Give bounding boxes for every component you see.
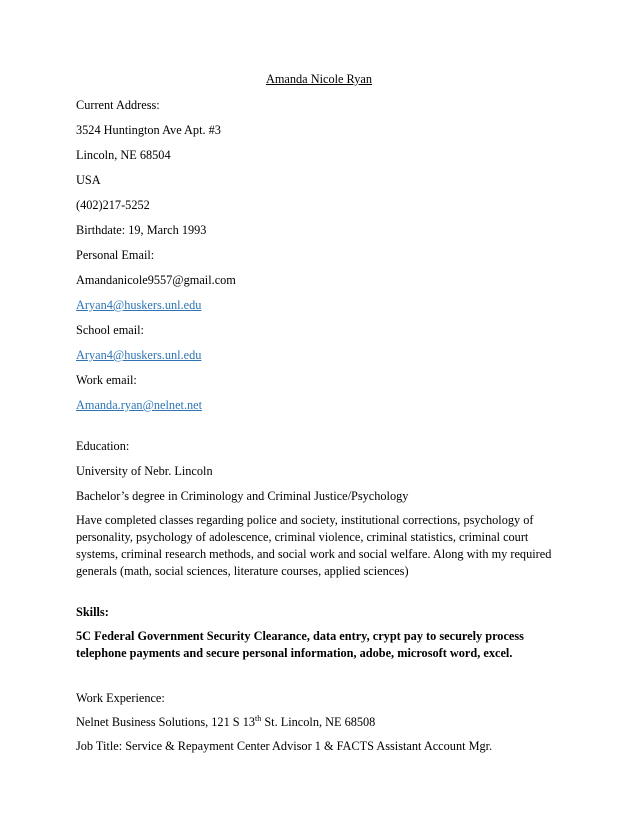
education-description-line: personality, psychology of adolescence, criminal violence, criminal statistics, criminal court [76, 530, 529, 544]
work-email-label: Work email: [76, 373, 137, 387]
education-description-line: generals (math, social sciences, literature courses, applied sciences) [76, 564, 409, 578]
work-email-link[interactable]: Amanda.ryan@nelnet.net [76, 398, 203, 412]
work-employer-prefix: Nelnet Business Solutions, 121 S 13 [76, 715, 256, 729]
city-state-zip: Lincoln, NE 68504 [76, 148, 171, 162]
resume-name-title: Amanda Nicole Ryan [265, 72, 373, 86]
work-employer-superscript: th [255, 714, 262, 723]
school-email-label: School email: [76, 323, 144, 337]
education-description-line: Have completed classes regarding police and society, institutional corrections, psychology of [76, 513, 534, 527]
school-email-link[interactable]: Aryan4@huskers.unl.edu [76, 348, 202, 362]
country: USA [76, 173, 101, 187]
education-heading: Education: [76, 439, 130, 453]
personal-email-label: Personal Email: [76, 248, 155, 262]
education-description [76, 512, 566, 580]
skills-line: telephone payments and secure personal information, adobe, microsoft word, excel. [76, 646, 513, 660]
education-school: University of Nebr. Lincoln [76, 464, 213, 478]
work-experience-heading: Work Experience: [76, 691, 165, 705]
education-description-line: systems, criminal research methods, and social work and social welfare. Along with my required [76, 547, 552, 561]
work-employer-suffix: St. Lincoln, NE 68508 [261, 715, 376, 729]
skills-line: 5C Federal Government Security Clearance, data entry, crypt pay to securely process [76, 629, 524, 643]
personal-email: Amandanicole9557@gmail.com [76, 273, 236, 287]
personal-email-link[interactable]: Aryan4@huskers.unl.edu [76, 298, 202, 312]
birthdate: Birthdate: 19, March 1993 [76, 223, 207, 237]
work-job-title: Job Title: Service & Repayment Center Advisor 1 & FACTS Assistant Account Mgr. [76, 739, 493, 753]
education-degree: Bachelor’s degree in Criminology and Criminal Justice/Psychology [76, 489, 409, 503]
work-employer [76, 714, 375, 730]
current-address-label: Current Address: [76, 98, 160, 112]
skills-description [76, 628, 566, 662]
street-address: 3524 Huntington Ave Apt. #3 [76, 123, 221, 137]
phone-number: (402)217-5252 [76, 198, 150, 212]
skills-heading: Skills: [76, 605, 109, 619]
